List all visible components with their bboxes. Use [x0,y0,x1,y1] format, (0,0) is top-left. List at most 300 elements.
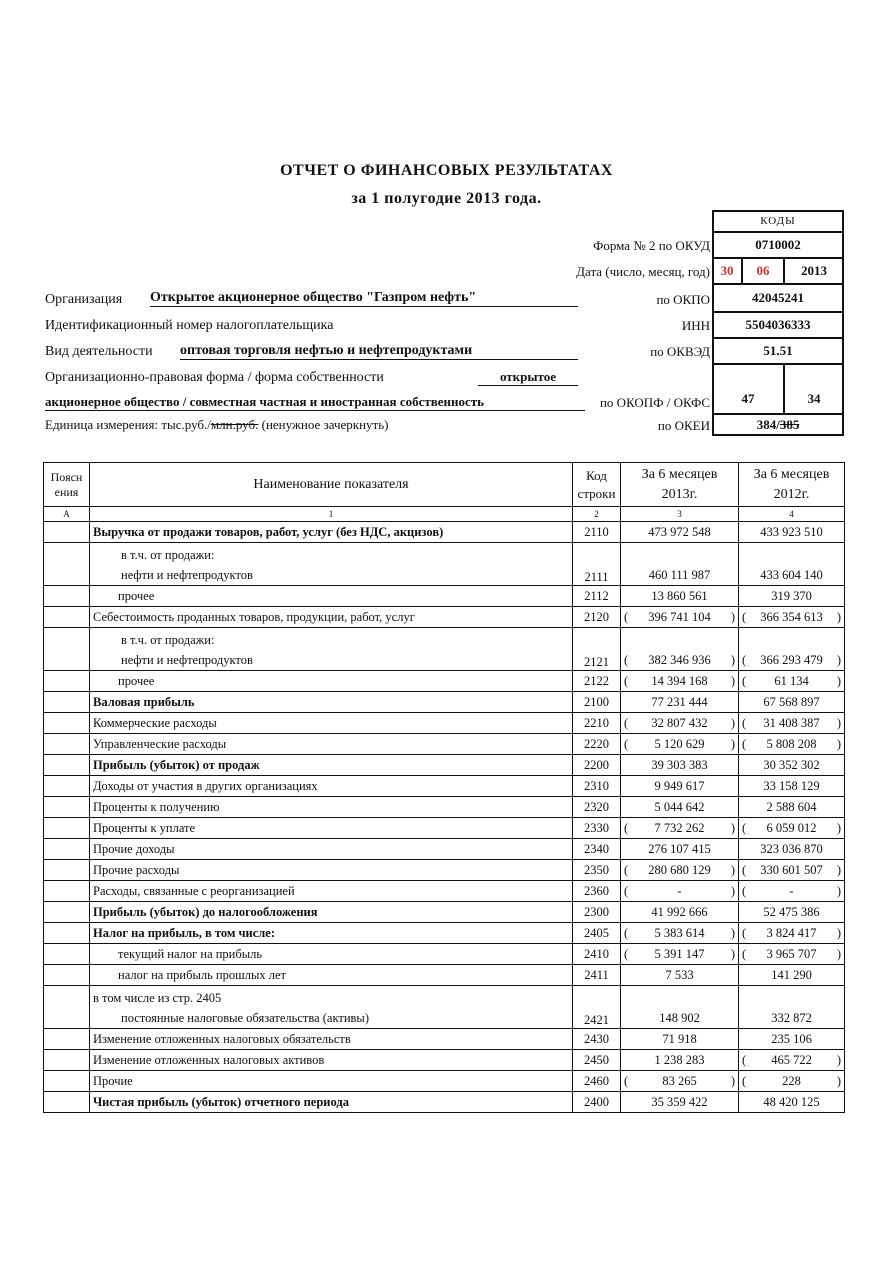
value-text: 5 044 642 [654,800,705,814]
row-code: 2360 [573,881,621,902]
legal-form-value-1: открытое [478,369,578,386]
row-note [44,839,90,860]
row-value-2013 [621,818,739,839]
table-row [44,1092,845,1113]
value-text: 48 420 125 [763,1095,820,1109]
value-text: 330 601 507 [760,863,823,877]
row-indicator: Изменение отложенных налоговых активов [90,1050,573,1071]
row-indicator: прочее [90,586,573,607]
row-value-2013 [621,607,739,628]
open-paren: ( [742,1053,747,1067]
row-indicator: Прибыль (убыток) от продаж [90,755,573,776]
open-paren: ( [624,926,629,940]
row-note [44,692,90,713]
table-row [44,986,845,1029]
value-text: 5 391 147 [654,947,705,961]
table-row [44,755,845,776]
row-note [44,543,90,586]
row-code: 2310 [573,776,621,797]
okei-struck: 385 [779,417,800,432]
row-indicator: Прочие расходы [90,860,573,881]
row-note [44,818,90,839]
row-indicator-prefix: в т.ч. от продажи: [121,548,215,562]
close-paren: ) [730,863,735,877]
table-row [44,902,845,923]
row-value-2013 [621,692,739,713]
row-value-2012 [739,965,845,986]
row-value-2012 [739,797,845,818]
row-value-2012 [739,839,845,860]
value-text: 1 238 283 [654,1053,705,1067]
unit-struck: млн.руб. [210,417,259,432]
open-paren: ( [624,863,629,877]
row-code: 2421 [573,986,621,1029]
subheader-3: 3 [621,507,739,522]
header-notes-line1: Поясн [50,469,83,484]
value-text: 52 475 386 [763,905,820,919]
row-indicator-label: постоянные налоговые обязательства (активы) [121,1011,369,1025]
open-paren: ( [742,737,747,751]
header-notes-line2: ения [54,484,79,499]
row-value-2013 [621,628,739,671]
open-paren: ( [624,653,629,667]
open-paren: ( [742,610,747,624]
row-indicator-prefix: в том числе из стр. 2405 [93,991,222,1005]
table-header-row [44,463,845,507]
close-paren: ) [836,863,841,877]
row-value-2012 [739,671,845,692]
row-value-2012 [739,586,845,607]
row-code: 2340 [573,839,621,860]
table-row [44,543,845,586]
okved-code: 51.51 [712,338,844,364]
row-note [44,522,90,543]
value-text: 276 107 415 [648,842,711,856]
value-text: 35 359 422 [651,1095,708,1109]
row-value-2013 [621,1071,739,1092]
table-row [44,713,845,734]
row-value-2012 [739,881,845,902]
row-indicator: Расходы, связанные с реорганизацией [90,881,573,902]
row-code: 2330 [573,818,621,839]
table-row [44,776,845,797]
date-label: Дата (число, месяц, год) [576,264,710,279]
open-paren: ( [742,716,747,730]
value-text: 7 533 [665,968,694,982]
inn-code: 5504036333 [712,312,844,338]
row-note [44,671,90,692]
value-text: 396 741 104 [648,610,711,624]
row-value-2012 [739,522,845,543]
row-indicator: прочее [90,671,573,692]
row-note [44,944,90,965]
activity-label: Вид деятельности [45,344,153,359]
close-paren: ) [836,884,841,898]
row-note [44,902,90,923]
value-text: 5 120 629 [654,737,705,751]
row-indicator: Прочие доходы [90,839,573,860]
unit-label [45,417,388,433]
header-code-line2: строки [577,485,616,501]
table-row [44,797,845,818]
row-value-2012 [739,734,845,755]
row-value-2013 [621,671,739,692]
close-paren: ) [730,926,735,940]
row-indicator: Валовая прибыль [90,692,573,713]
subheader-1: 1 [90,507,573,522]
row-note [44,586,90,607]
header-2013-line1: За 6 месяцев [641,466,718,482]
close-paren: ) [836,610,841,624]
row-code: 2210 [573,713,621,734]
value-text: 332 872 [771,1011,812,1025]
row-note [44,860,90,881]
value-text: 2 588 604 [766,800,817,814]
header-code-line1: Код [586,467,607,483]
inn-label-left: Идентификационный номер налогоплательщика [45,318,334,333]
table-row [44,881,845,902]
org-value: Открытое акционерное общество "Газпром нефть" [150,290,578,307]
value-text: 71 918 [662,1032,697,1046]
table-row [44,944,845,965]
row-note [44,734,90,755]
value-text: 319 370 [771,589,812,603]
row-value-2013 [621,965,739,986]
unit-suffix: (ненужное зачеркнуть) [258,417,389,432]
row-code: 2121 [573,628,621,671]
row-note [44,923,90,944]
header-2012-line2: 2012г. [773,486,810,502]
row-note [44,607,90,628]
row-code: 2410 [573,944,621,965]
value-text: 433 923 510 [760,525,823,539]
row-value-2012 [739,923,845,944]
row-value-2012 [739,1050,845,1071]
row-value-2012 [739,1029,845,1050]
row-value-2013 [621,1029,739,1050]
table-row [44,671,845,692]
row-code: 2430 [573,1029,621,1050]
table-subheader-row [44,507,845,522]
legal-form-label: Организационно-правовая форма / форма собственности [45,370,384,385]
value-text: 13 860 561 [651,589,708,603]
report-period: за 1 полугодие 2013 года. [351,190,542,207]
date-year: 2013 [784,258,844,284]
header-notes [44,463,90,507]
value-text: 9 949 617 [654,779,705,793]
row-note [44,965,90,986]
value-text: 5 383 614 [654,926,705,940]
row-code: 2405 [573,923,621,944]
okfs-code: 34 [784,364,844,414]
row-value-2012 [739,543,845,586]
value-text: 382 346 936 [648,653,711,667]
table-row [44,1071,845,1092]
unit-prefix: Единица измерения: тыс.руб./ [45,417,211,432]
value-text: 5 808 208 [766,737,817,751]
close-paren: ) [730,716,735,730]
close-paren: ) [836,653,841,667]
close-paren: ) [836,926,841,940]
value-text: 6 059 012 [766,821,817,835]
codes-header: КОДЫ [712,210,844,232]
table-row [44,628,845,671]
row-indicator [90,543,573,586]
value-text: 235 106 [771,1032,812,1046]
row-value-2013 [621,586,739,607]
row-indicator: налог на прибыль прошлых лет [90,965,573,986]
row-value-2012 [739,755,845,776]
row-value-2012 [739,986,845,1029]
row-value-2013 [621,755,739,776]
okei-value: 384 [756,417,777,432]
value-text: 460 111 987 [648,568,711,582]
value-text: 148 902 [659,1011,700,1025]
value-text: 31 408 387 [763,716,820,730]
table-row [44,1029,845,1050]
table-row [44,586,845,607]
row-value-2013 [621,902,739,923]
row-value-2012 [739,944,845,965]
row-note [44,755,90,776]
value-text: 7 732 262 [654,821,705,835]
row-code: 2460 [573,1071,621,1092]
row-note [44,1071,90,1092]
row-value-2013 [621,1092,739,1113]
row-note [44,1029,90,1050]
row-code: 2450 [573,1050,621,1071]
row-value-2012 [739,860,845,881]
legal-form-value-2: акционерное общество / совместная частная и иностранная собственность [45,394,585,411]
row-value-2013 [621,543,739,586]
row-indicator: Проценты к получению [90,797,573,818]
table-row [44,692,845,713]
value-text: 14 394 168 [651,674,708,688]
open-paren: ( [624,716,629,730]
value-text: 61 134 [774,674,809,688]
row-value-2012 [739,818,845,839]
row-indicator: Выручка от продажи товаров, работ, услуг (без НДС, акцизов) [90,522,573,543]
header-2013 [621,463,739,507]
row-code: 2350 [573,860,621,881]
value-text: - [789,884,794,898]
open-paren: ( [624,1074,629,1088]
open-paren: ( [624,947,629,961]
header-2012 [739,463,845,507]
table-row [44,923,845,944]
value-text: 366 293 479 [760,653,823,667]
row-value-2013 [621,776,739,797]
open-paren: ( [742,1074,747,1088]
value-text: 323 036 870 [760,842,823,856]
date-day: 30 [712,258,742,284]
okud-label: Форма № 2 по ОКУД [593,238,710,253]
row-code: 2300 [573,902,621,923]
row-note [44,986,90,1029]
value-text: 77 231 444 [651,695,708,709]
row-indicator [90,986,573,1029]
value-text: 141 290 [771,968,812,982]
row-value-2013 [621,860,739,881]
row-value-2013 [621,1050,739,1071]
row-code: 2111 [573,543,621,586]
row-indicator: Себестоимость проданных товаров, продукции, работ, услуг [90,607,573,628]
subheader-a: А [44,507,90,522]
close-paren: ) [836,716,841,730]
row-note [44,713,90,734]
row-value-2012 [739,776,845,797]
value-text: - [677,884,682,898]
value-text: 39 303 383 [651,758,708,772]
value-text: 433 604 140 [760,568,823,582]
close-paren: ) [730,737,735,751]
value-text: 32 807 432 [651,716,708,730]
row-indicator: Управленческие расходы [90,734,573,755]
row-value-2013 [621,797,739,818]
row-value-2013 [621,522,739,543]
open-paren: ( [624,737,629,751]
row-value-2013 [621,839,739,860]
row-indicator: текущий налог на прибыль [90,944,573,965]
table-row [44,965,845,986]
financial-results-table [43,462,845,1113]
value-text: 228 [782,1074,801,1088]
table-row [44,734,845,755]
row-value-2013 [621,923,739,944]
row-indicator: Коммерческие расходы [90,713,573,734]
table-row [44,818,845,839]
row-indicator-prefix: в т.ч. от продажи: [121,633,215,647]
open-paren: ( [742,821,747,835]
row-indicator: Проценты к уплате [90,818,573,839]
row-note [44,881,90,902]
okopf-code: 47 [712,364,784,414]
value-text: 280 680 129 [648,863,711,877]
value-text: 30 352 302 [763,758,820,772]
open-paren: ( [624,821,629,835]
row-indicator: Изменение отложенных налоговых обязательств [90,1029,573,1050]
row-code: 2320 [573,797,621,818]
okei-label: по ОКЕИ [657,418,710,433]
okud-code: 0710002 [712,232,844,258]
row-indicator-label: нефти и нефтепродуктов [121,568,253,582]
value-text: 3 965 707 [766,947,817,961]
row-note [44,628,90,671]
header-indicator: Наименование показателя [90,463,573,507]
row-note [44,797,90,818]
row-indicator-label: нефти и нефтепродуктов [121,653,253,667]
subheader-4: 4 [739,507,845,522]
open-paren: ( [742,674,747,688]
okpo-code: 42045241 [712,284,844,312]
close-paren: ) [730,884,735,898]
row-indicator: Прибыль (убыток) до налогообложения [90,902,573,923]
row-value-2013 [621,986,739,1029]
row-value-2012 [739,902,845,923]
row-code: 2122 [573,671,621,692]
row-code: 2411 [573,965,621,986]
value-text: 465 722 [771,1053,812,1067]
row-indicator: Доходы от участия в других организациях [90,776,573,797]
row-value-2013 [621,944,739,965]
open-paren: ( [624,884,629,898]
okpo-label: по ОКПО [656,292,710,307]
date-month: 06 [742,258,784,284]
value-text: 366 354 613 [760,610,823,624]
close-paren: ) [836,1074,841,1088]
row-indicator: Чистая прибыль (убыток) отчетного периода [90,1092,573,1113]
row-value-2012 [739,713,845,734]
okved-label: по ОКВЭД [650,344,710,359]
row-value-2013 [621,734,739,755]
row-note [44,776,90,797]
table-row [44,522,845,543]
value-text: 473 972 548 [648,525,711,539]
org-label: Организация [45,292,123,307]
table-row [44,607,845,628]
table-row [44,860,845,881]
row-code: 2112 [573,586,621,607]
open-paren: ( [624,610,629,624]
row-value-2013 [621,881,739,902]
open-paren: ( [742,863,747,877]
row-code: 2220 [573,734,621,755]
okopf-label: по ОКОПФ / ОКФС [599,395,710,410]
close-paren: ) [730,947,735,961]
close-paren: ) [836,1053,841,1067]
open-paren: ( [742,653,747,667]
header-2013-line2: 2013г. [661,486,698,502]
header-code [573,463,621,507]
row-value-2012 [739,628,845,671]
value-text: 33 158 129 [763,779,820,793]
row-code: 2200 [573,755,621,776]
subheader-2: 2 [573,507,621,522]
close-paren: ) [836,947,841,961]
row-value-2012 [739,607,845,628]
close-paren: ) [730,821,735,835]
activity-value: оптовая торговля нефтью и нефтепродуктами [180,343,578,360]
close-paren: ) [730,1074,735,1088]
value-text: 83 265 [662,1074,697,1088]
row-value-2012 [739,1071,845,1092]
report-title: ОТЧЕТ О ФИНАНСОВЫХ РЕЗУЛЬТАТАХ [280,162,613,179]
row-indicator: Налог на прибыль, в том числе: [90,923,573,944]
close-paren: ) [730,653,735,667]
close-paren: ) [836,737,841,751]
row-indicator: Прочие [90,1071,573,1092]
row-code: 2110 [573,522,621,543]
row-indicator [90,628,573,671]
header-2012-line1: За 6 месяцев [753,466,830,482]
close-paren: ) [730,674,735,688]
row-note [44,1092,90,1113]
table-row [44,839,845,860]
row-value-2013 [621,713,739,734]
okei-separator: / [776,417,780,432]
row-code: 2400 [573,1092,621,1113]
close-paren: ) [730,610,735,624]
table-row [44,1050,845,1071]
open-paren: ( [742,926,747,940]
close-paren: ) [836,821,841,835]
value-text: 3 824 417 [766,926,817,940]
okei-code [712,414,844,436]
row-value-2012 [739,692,845,713]
row-code: 2120 [573,607,621,628]
open-paren: ( [624,674,629,688]
row-note [44,1050,90,1071]
